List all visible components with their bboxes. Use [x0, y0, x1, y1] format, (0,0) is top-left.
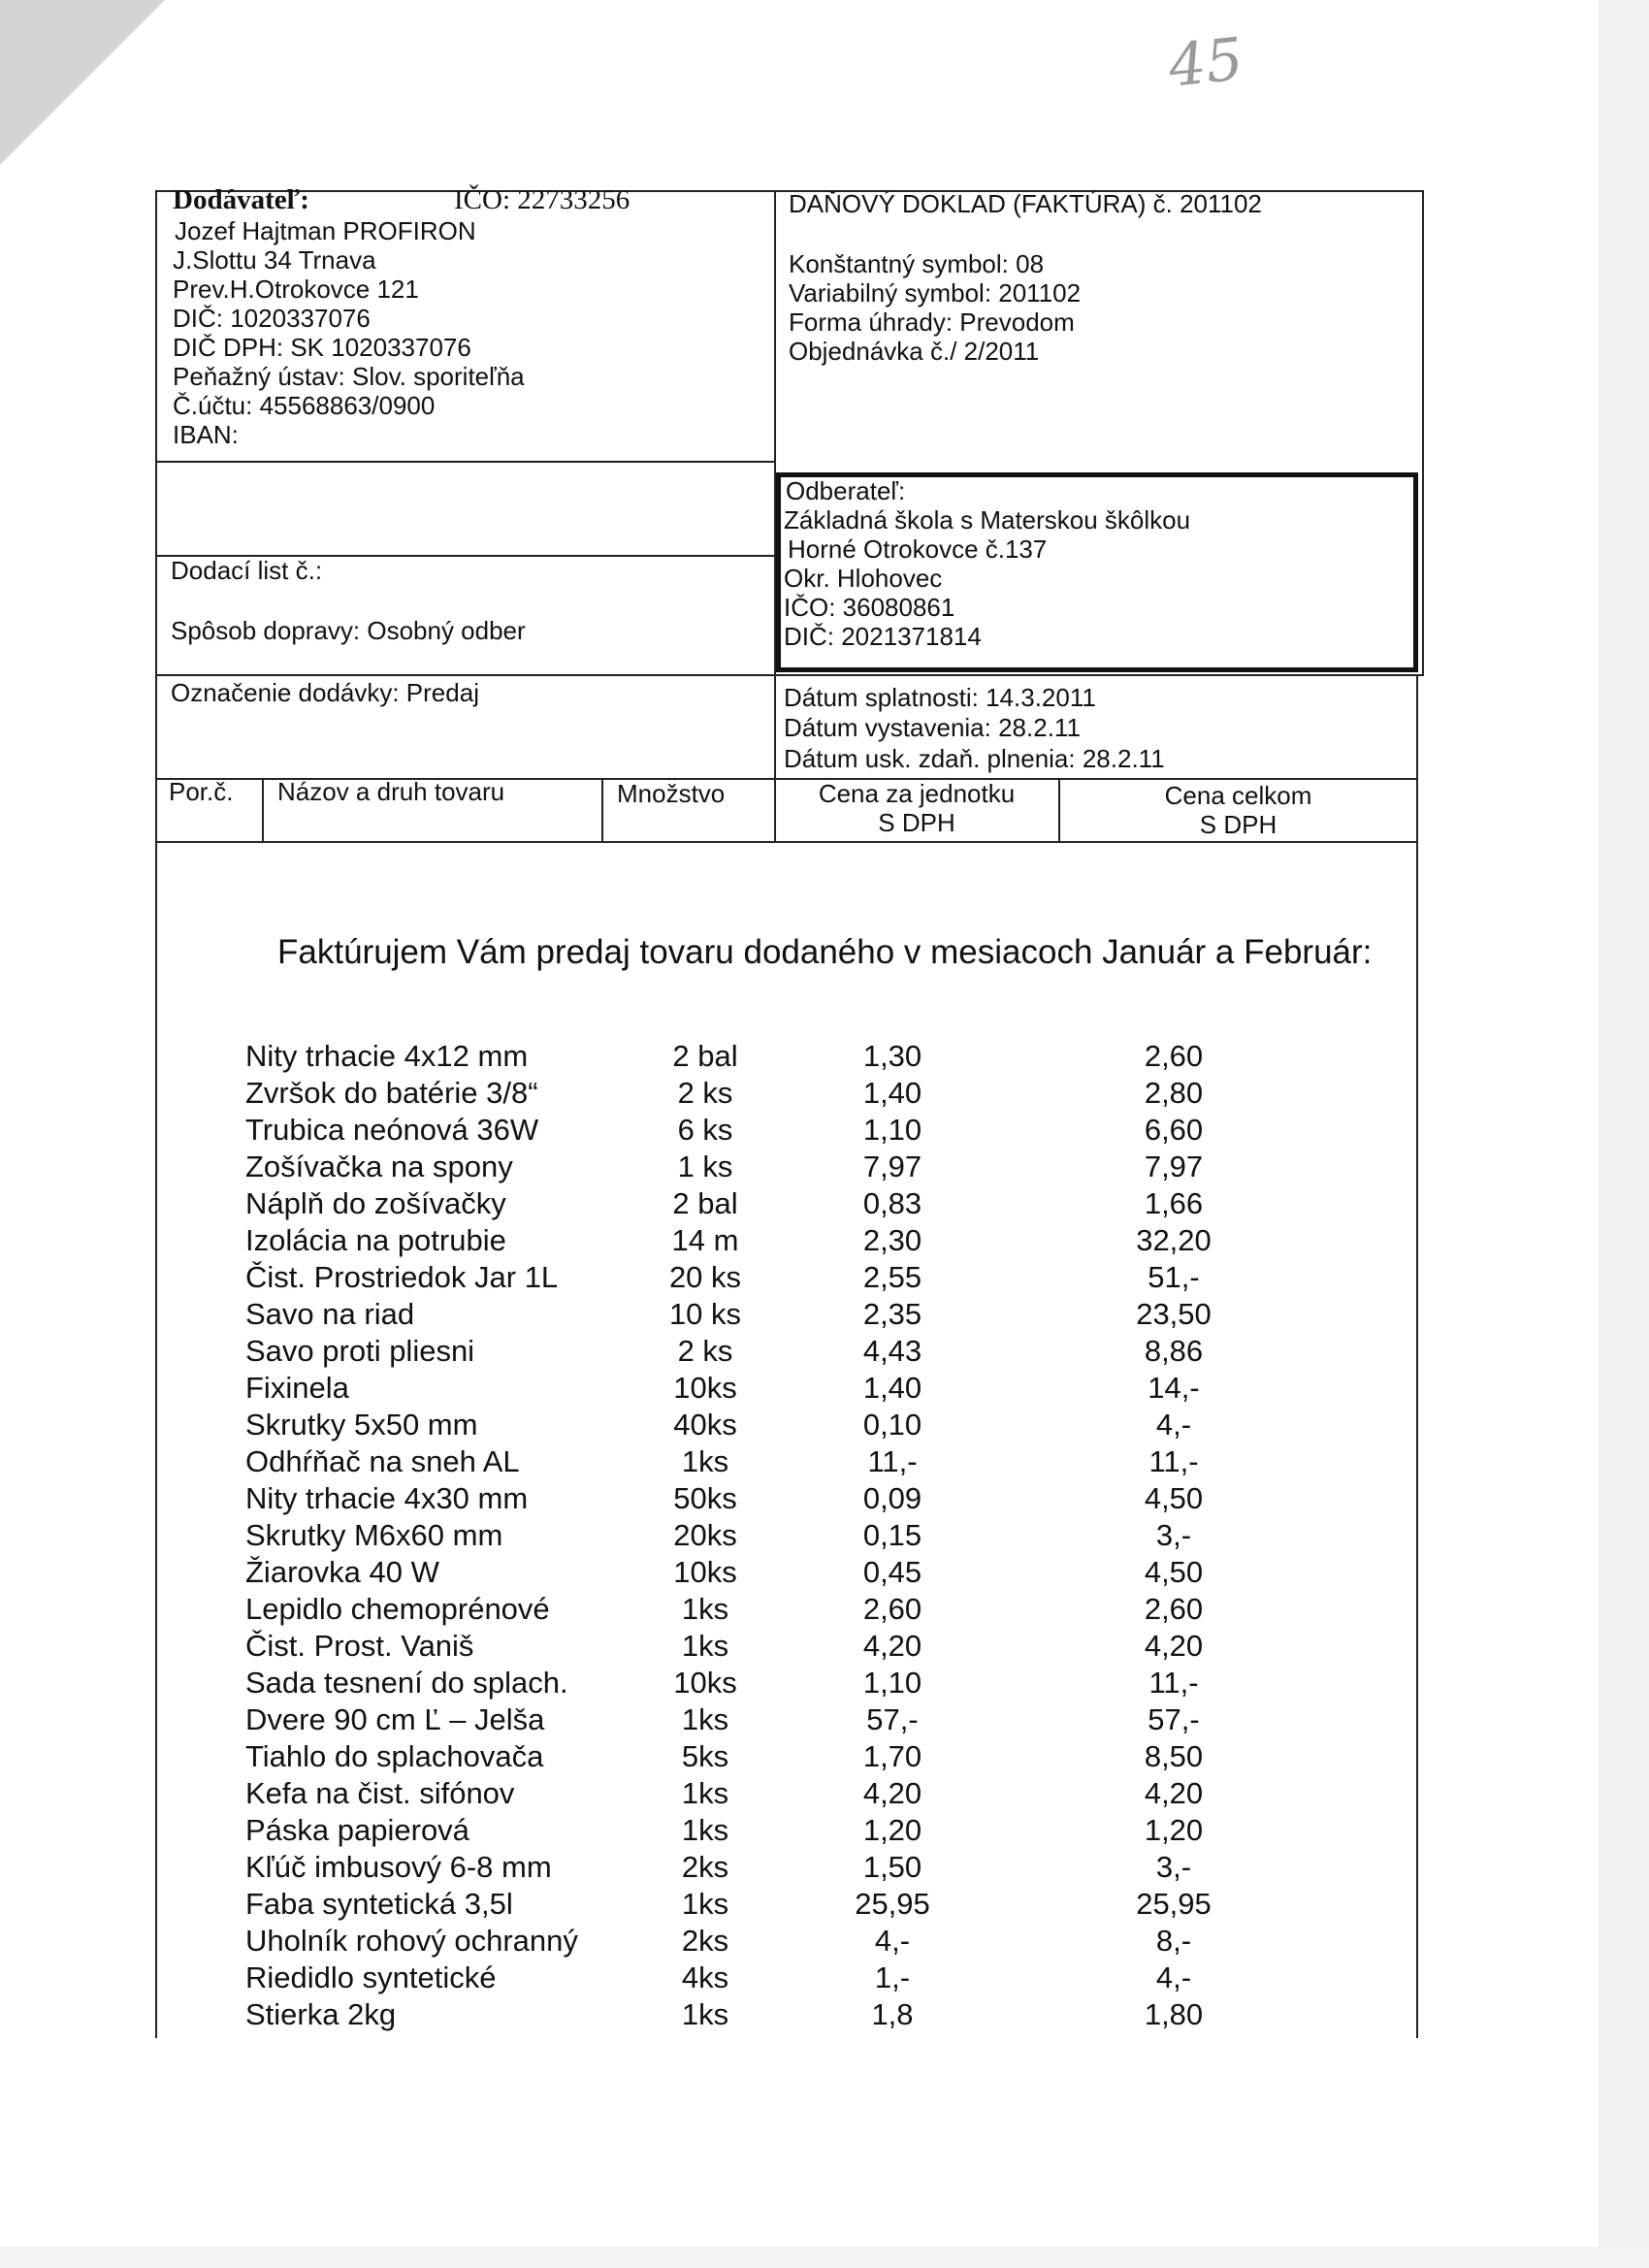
item-total: 4,50 [1144, 1481, 1204, 1515]
header-name: Názov a druh tovaru [277, 777, 505, 806]
rule [155, 190, 157, 2038]
handwritten-page-number: 45 [1165, 25, 1246, 101]
supplier-bank: Peňažný ústav: Slov. sporiteľňa [173, 362, 525, 391]
item-unit-price: 4,20 [862, 1776, 922, 1810]
item-row [242, 1370, 1280, 1407]
item-name: Žiarovka 40 W [245, 1555, 439, 1589]
item-quantity: 20ks [673, 1518, 737, 1552]
item-total: 3,- [1155, 1518, 1192, 1552]
item-unit-price: 1,40 [862, 1371, 922, 1405]
item-row [242, 1665, 1280, 1701]
item-name: Dvere 90 cm Ľ – Jelša [245, 1702, 545, 1736]
item-row [242, 1923, 1280, 1960]
item-total: 2,80 [1144, 1076, 1204, 1110]
item-row [242, 1185, 1280, 1222]
item-total: 7,97 [1144, 1150, 1204, 1183]
customer-ico: IČO: 36080861 [784, 593, 955, 622]
rule [601, 778, 603, 841]
item-unit-price: 2,30 [862, 1223, 922, 1257]
items-list [242, 1038, 1280, 2033]
customer-dic: DIČ: 2021371814 [784, 622, 982, 651]
item-total: 3,- [1155, 1850, 1192, 1884]
item-unit-price: 1,70 [862, 1739, 922, 1773]
invoice-intro: Faktúrujem Vám predaj tovaru dodaného v mesiacoch Január a Február: [277, 933, 1373, 971]
item-quantity: 10 ks [668, 1297, 742, 1331]
item-total: 8,- [1155, 1924, 1192, 1958]
item-total: 25,95 [1136, 1887, 1212, 1921]
item-unit-price: 1,40 [862, 1076, 922, 1110]
item-quantity: 5ks [681, 1739, 729, 1773]
supplier-name: Jozef Hajtman PROFIRON [175, 216, 476, 245]
item-quantity: 1ks [681, 1997, 729, 2031]
item-name: Izolácia na potrubie [245, 1223, 506, 1257]
item-row [242, 1701, 1280, 1738]
item-quantity: 1ks [681, 1629, 729, 1663]
item-row [242, 1038, 1280, 1075]
item-row [242, 1112, 1280, 1149]
item-name: Páska papierová [245, 1813, 469, 1847]
item-total: 32,20 [1136, 1223, 1212, 1257]
payment-method: Forma úhrady: Prevodom [789, 308, 1075, 337]
item-unit-price: 4,43 [862, 1334, 922, 1368]
item-quantity: 10ks [673, 1555, 737, 1589]
customer-address: Horné Otrokovce č.137 [788, 535, 1048, 564]
item-unit-price: 0,09 [862, 1481, 922, 1515]
item-quantity: 1ks [681, 1776, 729, 1810]
item-name: Skrutky 5x50 mm [245, 1408, 478, 1442]
item-total: 23,50 [1136, 1297, 1212, 1331]
item-unit-price: 2,60 [862, 1592, 922, 1626]
transport-method: Spôsob dopravy: Osobný odber [171, 616, 526, 645]
item-row [242, 1812, 1280, 1849]
item-row [242, 1480, 1280, 1517]
item-quantity: 1ks [681, 1702, 729, 1736]
item-total: 14,- [1148, 1371, 1200, 1405]
item-unit-price: 1,10 [862, 1113, 922, 1147]
item-total: 1,80 [1144, 1997, 1204, 2031]
item-row [242, 1443, 1280, 1480]
supplier-establishment: Prev.H.Otrokovce 121 [173, 275, 419, 304]
item-quantity: 50ks [673, 1481, 737, 1515]
item-name: Čist. Prostriedok Jar 1L [245, 1260, 559, 1294]
item-unit-price: 2,55 [862, 1260, 922, 1294]
item-row [242, 1222, 1280, 1259]
item-unit-price: 0,45 [862, 1555, 922, 1589]
supplier-address: J.Slottu 34 Trnava [173, 245, 376, 275]
supplier-label: Dodávateľ: [173, 184, 309, 215]
scan-edge-right [1599, 0, 1649, 2268]
item-name: Zvršok do batérie 3/8“ [245, 1076, 538, 1110]
item-unit-price: 11,- [867, 1444, 918, 1478]
item-row [242, 1628, 1280, 1665]
item-quantity: 1ks [681, 1444, 729, 1478]
item-row [242, 1296, 1280, 1333]
item-total: 8,86 [1144, 1334, 1204, 1368]
item-row [242, 1849, 1280, 1886]
item-total: 4,- [1155, 1960, 1192, 1994]
item-name: Stierka 2kg [245, 1997, 397, 2031]
item-row [242, 1591, 1280, 1628]
item-row [242, 1407, 1280, 1443]
item-unit-price: 1,- [874, 1960, 911, 1994]
rule [1416, 674, 1418, 2038]
issue-date: Dátum vystavenia: 28.2.11 [784, 713, 1081, 742]
item-total: 11,- [1148, 1666, 1199, 1700]
item-name: Tiahlo do splachovača [245, 1739, 544, 1773]
item-unit-price: 4,20 [862, 1629, 922, 1663]
header-quantity: Množstvo [617, 779, 726, 808]
item-name: Lepidlo chemoprénové [245, 1592, 550, 1626]
item-quantity: 40ks [673, 1408, 737, 1442]
tax-date: Dátum usk. zdaň. plnenia: 28.2.11 [784, 744, 1165, 773]
item-unit-price: 0,10 [862, 1408, 922, 1442]
header-total: Cena celkom [1164, 781, 1312, 810]
item-row [242, 1996, 1280, 2033]
item-unit-price: 1,20 [862, 1813, 922, 1847]
invoice-title: DAŇOVÝ DOKLAD (FAKTÚRA) č. 201102 [789, 189, 1262, 218]
delivery-note: Dodací list č.: [171, 556, 323, 585]
item-name: Kefa na čist. sifónov [245, 1776, 515, 1810]
order-number: Objednávka č./ 2/2011 [789, 337, 1040, 366]
item-quantity: 4ks [681, 1960, 729, 1994]
supplier-vat-id: DIČ DPH: SK 1020337076 [173, 333, 471, 362]
item-unit-price: 1,50 [862, 1850, 922, 1884]
due-date: Dátum splatnosti: 14.3.2011 [784, 683, 1096, 712]
item-name: Nity trhacie 4x30 mm [245, 1481, 529, 1515]
scan-edge-bottom [0, 2247, 1649, 2268]
item-name: Savo proti pliesni [245, 1334, 475, 1368]
item-quantity: 2 bal [672, 1039, 738, 1073]
item-total: 57,- [1148, 1702, 1200, 1736]
item-total: 2,60 [1144, 1039, 1204, 1073]
item-name: Savo na riad [245, 1297, 415, 1331]
item-quantity: 1 ks [677, 1150, 733, 1183]
item-name: Faba syntetická 3,5l [245, 1887, 513, 1921]
item-name: Čist. Prost. Vaniš [245, 1629, 474, 1663]
item-total: 8,50 [1144, 1739, 1204, 1773]
item-row [242, 1149, 1280, 1185]
item-unit-price: 25,95 [855, 1887, 930, 1921]
customer-district: Okr. Hlohovec [784, 564, 943, 593]
item-name: Riedidlo syntetické [245, 1960, 497, 1994]
supplier-account: Č.účtu: 45568863/0900 [173, 391, 436, 420]
item-quantity: 1ks [681, 1813, 729, 1847]
variable-symbol: Variabilný symbol: 201102 [789, 278, 1082, 308]
item-total: 4,- [1155, 1408, 1192, 1442]
rule [155, 674, 1424, 676]
item-name: Odhŕňač na sneh AL [245, 1444, 520, 1478]
item-total: 4,20 [1144, 1776, 1204, 1810]
delivery-designation: Označenie dodávky: Predaj [171, 678, 479, 707]
item-unit-price: 7,97 [862, 1150, 922, 1183]
rule [262, 778, 264, 841]
item-row [242, 1333, 1280, 1370]
item-unit-price: 1,10 [862, 1666, 922, 1700]
item-total: 1,20 [1144, 1813, 1204, 1847]
item-name: Fixinela [245, 1371, 349, 1405]
item-name: Sada tesnení do splach. [245, 1666, 568, 1700]
rule [155, 461, 776, 463]
supplier-dic: DIČ: 1020337076 [173, 304, 371, 333]
item-name: Uholník rohový ochranný [245, 1924, 578, 1958]
supplier-iban: IBAN: [173, 420, 239, 449]
item-row [242, 1517, 1280, 1554]
customer-name: Základná škola s Materskou škôlkou [784, 505, 1191, 535]
item-name: Zošívačka na spony [245, 1150, 513, 1183]
item-quantity: 20 ks [668, 1260, 742, 1294]
rule [155, 841, 1416, 843]
item-row [242, 1554, 1280, 1591]
item-name: Náplň do zošívačky [245, 1186, 506, 1220]
item-unit-price: 4,- [874, 1924, 911, 1958]
header-number: Por.č. [169, 777, 234, 806]
item-name: Skrutky M6x60 mm [245, 1518, 503, 1552]
item-total: 2,60 [1144, 1592, 1204, 1626]
rule [1422, 190, 1424, 675]
item-unit-price: 1,8 [871, 1997, 914, 2031]
item-name: Nity trhacie 4x12 mm [245, 1039, 529, 1073]
item-quantity: 10ks [673, 1371, 737, 1405]
header-unit-price-vat: S DPH [878, 808, 955, 837]
item-total: 6,60 [1144, 1113, 1204, 1147]
item-unit-price: 57,- [866, 1702, 919, 1736]
item-quantity: 2 bal [672, 1186, 738, 1220]
constant-symbol: Konštantný symbol: 08 [789, 249, 1045, 278]
item-total: 1,66 [1144, 1186, 1204, 1220]
item-name: Kľúč imbusový 6-8 mm [245, 1850, 552, 1884]
header-total-vat: S DPH [1199, 810, 1277, 839]
page-corner-fold [0, 0, 165, 165]
header-unit-price: Cena za jednotku [818, 779, 1016, 808]
item-row [242, 1259, 1280, 1296]
item-total: 11,- [1148, 1444, 1199, 1478]
item-unit-price: 0,15 [862, 1518, 922, 1552]
supplier-ico: IČO: 22733256 [454, 184, 630, 215]
customer-label: Odberateľ: [786, 476, 906, 505]
item-total: 51,- [1148, 1260, 1200, 1294]
item-quantity: 2ks [681, 1924, 729, 1958]
item-row [242, 1775, 1280, 1812]
item-row [242, 1960, 1280, 1996]
item-unit-price: 2,35 [862, 1297, 922, 1331]
item-quantity: 14 m [671, 1223, 739, 1257]
item-name: Trubica neónová 36W [245, 1113, 539, 1147]
item-quantity: 1ks [681, 1887, 729, 1921]
item-quantity: 2 ks [677, 1334, 733, 1368]
item-quantity: 2 ks [677, 1076, 733, 1110]
item-row [242, 1075, 1280, 1112]
item-unit-price: 0,83 [862, 1186, 922, 1220]
item-unit-price: 1,30 [862, 1039, 922, 1073]
item-quantity: 10ks [673, 1666, 737, 1700]
item-quantity: 2ks [681, 1850, 729, 1884]
item-row [242, 1886, 1280, 1923]
item-total: 4,50 [1144, 1555, 1204, 1589]
item-quantity: 1ks [681, 1592, 729, 1626]
item-row [242, 1738, 1280, 1775]
item-quantity: 6 ks [677, 1113, 733, 1147]
item-total: 4,20 [1144, 1629, 1204, 1663]
